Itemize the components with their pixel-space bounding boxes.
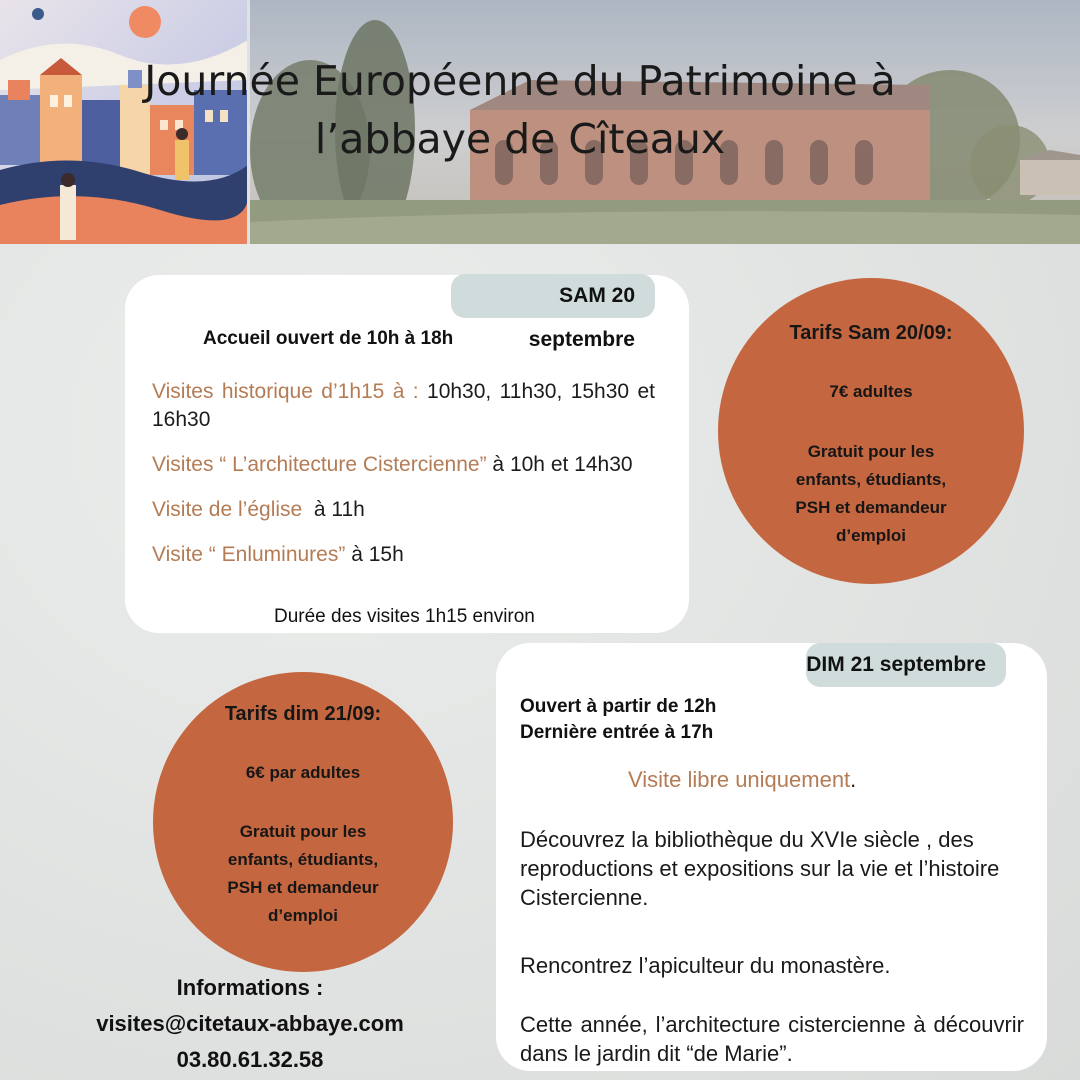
- visit-duration-note: Durée des visites 1h15 environ: [274, 606, 535, 627]
- title-line-2: l’abbaye de Cîteaux: [314, 115, 726, 163]
- visit-label: Visite “ Enluminures”: [152, 543, 346, 566]
- free-visit-dot: .: [850, 767, 857, 792]
- sunday-paragraph-garden: Cette année, l’architecture cistercienne à découvrir dans le jardin dit “de Marie”.: [520, 1012, 1024, 1066]
- info-title: Informations :: [176, 975, 324, 1000]
- saturday-tarifs-circle: [718, 278, 1024, 584]
- saturday-date-tag: SAM 20 septembre: [451, 274, 655, 318]
- visit-times: 10h30, 11h30, 15h30 et 16h30: [152, 380, 655, 431]
- visit-label: Visites “ L’architecture Cistercienne”: [152, 453, 487, 476]
- free-note-line: PSH et demandeur: [795, 498, 947, 517]
- sunday-free-note: [153, 818, 453, 930]
- list-item: [152, 378, 655, 434]
- header-banner: [0, 0, 1080, 244]
- free-note-line: enfants, étudiants,: [227, 850, 379, 869]
- visit-times: à 11h: [302, 498, 365, 521]
- free-note-line: enfants, étudiants,: [795, 470, 947, 489]
- sunday-tarifs-title: Tarifs dim 21/09:: [224, 703, 382, 725]
- contact-phone-link[interactable]: 03.80.61.32.58: [176, 1047, 324, 1072]
- list-item: [152, 496, 655, 524]
- list-item: [152, 541, 655, 569]
- free-note-line: Gratuit pour les: [807, 442, 935, 461]
- free-note-line: d’emploi: [836, 526, 906, 545]
- visit-times: à 15h: [345, 543, 404, 566]
- sunday-paragraph-beekeeper: Rencontrez l’apiculteur du monastère.: [520, 953, 891, 978]
- free-visit-label: Visite libre uniquement: [628, 767, 851, 792]
- saturday-free-note: [718, 438, 1024, 550]
- free-note-line: PSH et demandeur: [227, 878, 379, 897]
- free-note-line: Gratuit pour les: [239, 822, 367, 841]
- sunday-last-entry-line: Dernière entrée à 17h: [520, 722, 714, 743]
- visit-times: à 10h et 14h30: [486, 453, 633, 476]
- sunday-visit-type: [628, 767, 856, 793]
- contact-email-link[interactable]: visites@citetaux-abbaye.com: [96, 1011, 404, 1036]
- sunday-open-line: Ouvert à partir de 12h: [520, 696, 717, 717]
- sunday-date-tag: DIM 21 septembre: [806, 643, 1006, 687]
- contact-info: [30, 970, 470, 1078]
- list-item: [152, 451, 655, 479]
- title-line-1: Journée Européenne du Patrimoine à: [144, 57, 896, 105]
- sunday-price: 6€ par adultes: [245, 763, 361, 782]
- visit-label: Visites historique d’1h15 à :: [152, 380, 419, 403]
- saturday-price: 7€ adultes: [829, 382, 913, 401]
- page-title: [0, 52, 1040, 168]
- saturday-visits-list: [152, 378, 655, 586]
- sunday-opening-hours: [520, 694, 716, 746]
- saturday-tarifs-title: Tarifs Sam 20/09:: [789, 322, 953, 344]
- saturday-opening-hours: Accueil ouvert de 10h à 18h: [203, 328, 454, 349]
- visit-label: Visite de l’église: [152, 498, 303, 521]
- sunday-tarifs-circle: [153, 672, 453, 972]
- sunday-paragraph-library: Découvrez la bibliothèque du XVIe siècle , des reproductions et expositions sur la vie et l’histoire Cistercienne.: [520, 827, 1000, 910]
- free-note-line: d’emploi: [268, 906, 338, 925]
